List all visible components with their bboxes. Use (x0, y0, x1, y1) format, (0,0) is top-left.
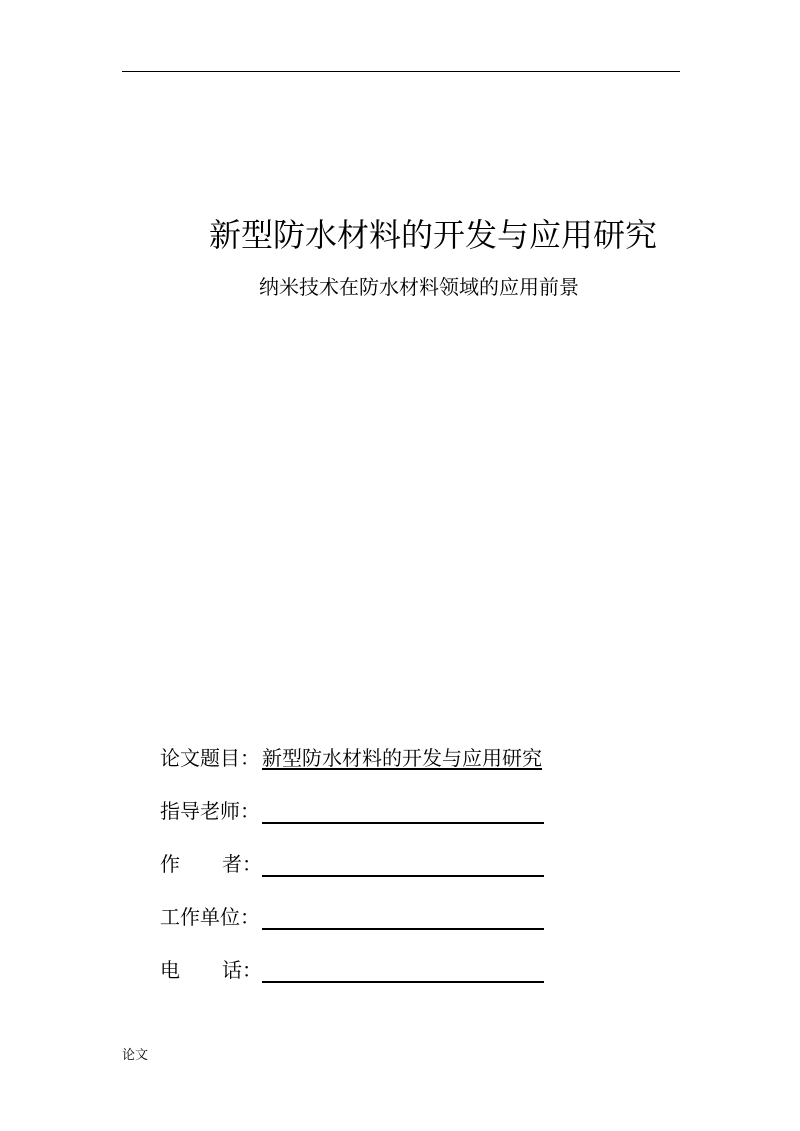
thesis-title-row (160, 742, 560, 795)
document-title: 新型防水材料的开发与应用研究 (208, 216, 657, 254)
advisor-label: 指导老师： (160, 799, 260, 823)
cover-info-block (160, 742, 560, 1007)
advisor-blank-line (262, 822, 544, 824)
workplace-blank-line (262, 928, 544, 930)
advisor-row (160, 795, 560, 848)
author-label-last: 者： (222, 852, 262, 876)
thesis-title-label: 论文题目： (160, 746, 260, 770)
phone-label-last: 话： (222, 958, 262, 982)
author-row (160, 848, 560, 901)
workplace-row (160, 901, 560, 954)
phone-label-first: 电 (160, 958, 180, 982)
thesis-title-value: 新型防水材料的开发与应用研究 (262, 746, 542, 770)
author-blank-line (262, 875, 544, 877)
phone-blank-line (262, 981, 544, 983)
header-rule (122, 71, 680, 72)
author-label (160, 848, 262, 880)
author-label-first: 作 (160, 852, 180, 876)
footer-label: 论文 (122, 1048, 149, 1063)
document-subtitle: 纳米技术在防水材料领域的应用前景 (259, 275, 579, 299)
phone-label (160, 954, 262, 986)
workplace-label: 工作单位： (160, 905, 260, 929)
phone-row (160, 954, 560, 1007)
